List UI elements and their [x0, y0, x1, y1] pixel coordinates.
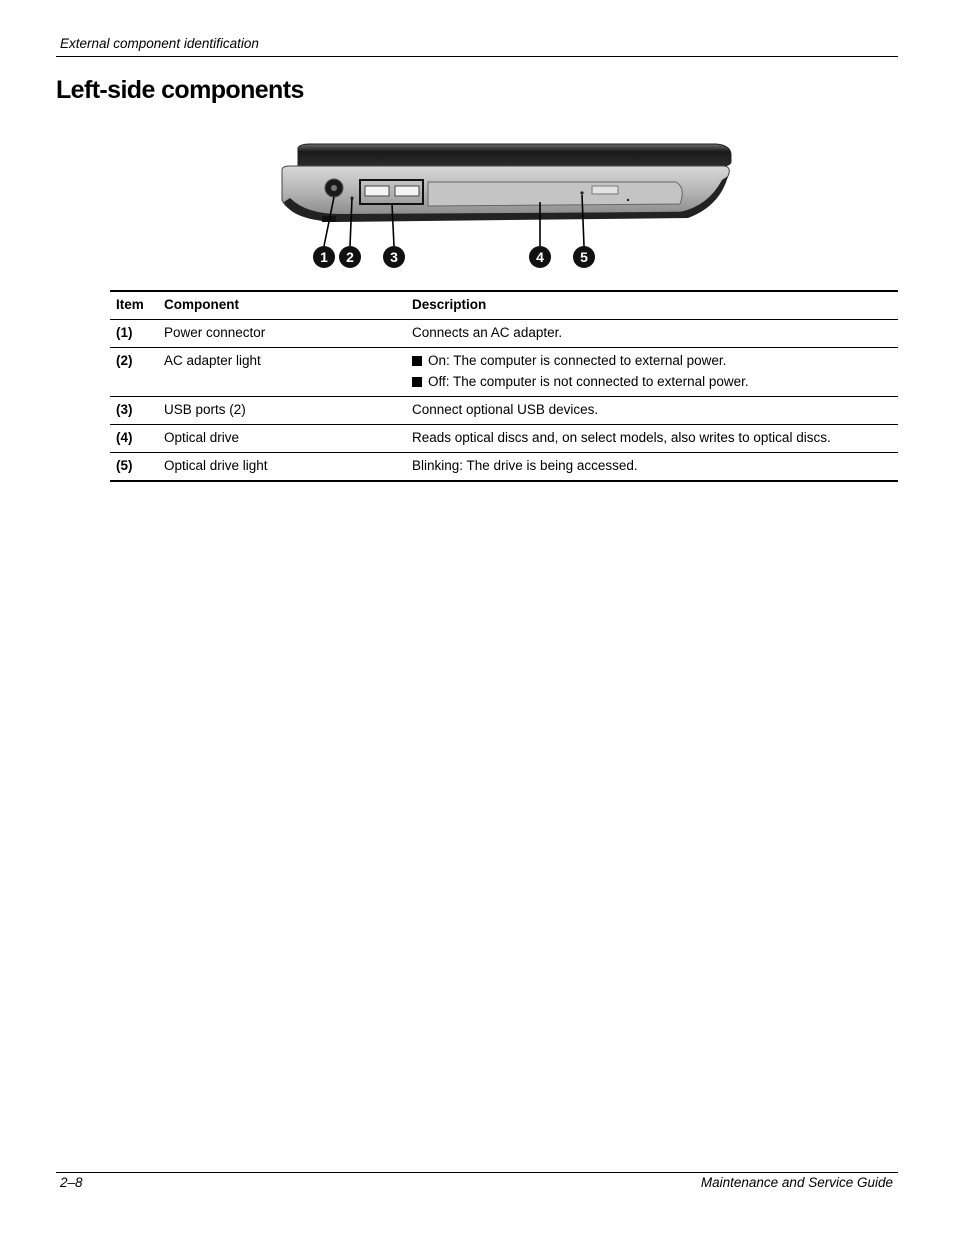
- optical-eject-button: [592, 186, 618, 194]
- page-title: Left-side components: [56, 76, 304, 104]
- table-row: [110, 348, 898, 397]
- running-header: External component identification: [60, 36, 259, 51]
- component-name: Optical drive: [158, 425, 406, 453]
- component-name: USB ports (2): [158, 397, 406, 425]
- component-name: AC adapter light: [158, 348, 406, 397]
- description-text: Blinking: The drive is being accessed.: [412, 458, 638, 473]
- page-number: 2–8: [60, 1175, 83, 1190]
- component-name: Optical drive light: [158, 453, 406, 482]
- usb-port-2: [395, 186, 419, 196]
- guide-title: Maintenance and Service Guide: [700, 1175, 893, 1190]
- usb-port-1: [365, 186, 389, 196]
- description-line: [412, 324, 892, 341]
- callout-4: [529, 246, 551, 268]
- component-table: [110, 290, 898, 482]
- callout-3-label: 3: [390, 249, 398, 265]
- laptop-lid: [298, 144, 731, 166]
- table-row: [110, 397, 898, 425]
- description-line: [412, 373, 892, 390]
- callout-1: [313, 246, 335, 268]
- description-line: [412, 352, 892, 369]
- description-text: On: The computer is connected to external power.: [428, 353, 727, 368]
- component-description: [406, 348, 898, 397]
- component-name: Power connector: [158, 320, 406, 348]
- description-text: Reads optical discs and, on select models, also writes to optical discs.: [412, 430, 831, 445]
- table-header-row: [110, 291, 898, 320]
- optical-drive-tray: [428, 182, 682, 206]
- column-header-description: Description: [406, 291, 898, 320]
- square-bullet-icon: [412, 356, 422, 366]
- laptop-left-side-figure: [276, 140, 736, 272]
- description-line: [412, 401, 892, 418]
- item-number: (3): [110, 397, 158, 425]
- description-line: [412, 457, 892, 474]
- table-body: [110, 320, 898, 482]
- table-row: [110, 320, 898, 348]
- callout-5-label: 5: [580, 249, 588, 265]
- header-rule: [56, 56, 898, 57]
- table-row: [110, 453, 898, 482]
- description-text: Connects an AC adapter.: [412, 325, 563, 340]
- laptop-illustration: [276, 140, 736, 272]
- description-text: Off: The computer is not connected to external power.: [428, 374, 749, 389]
- component-description: [406, 320, 898, 348]
- component-description: [406, 425, 898, 453]
- item-number: (4): [110, 425, 158, 453]
- component-description: [406, 453, 898, 482]
- callout-1-label: 1: [320, 249, 328, 265]
- column-header-item: Item: [110, 291, 158, 320]
- square-bullet-icon: [412, 377, 422, 387]
- callout-5: [573, 246, 595, 268]
- item-number: (2): [110, 348, 158, 397]
- table-row: [110, 425, 898, 453]
- column-header-component: Component: [158, 291, 406, 320]
- callout-2: [339, 246, 361, 268]
- item-number: (5): [110, 453, 158, 482]
- callout-3: [383, 246, 405, 268]
- callout-4-label: 4: [536, 249, 544, 265]
- description-line: [412, 429, 892, 446]
- component-description: [406, 397, 898, 425]
- optical-drive-light: [580, 191, 583, 194]
- callout-2-label: 2: [346, 249, 354, 265]
- description-text: Connect optional USB devices.: [412, 402, 599, 417]
- footer-rule: [56, 1172, 898, 1173]
- item-number: (1): [110, 320, 158, 348]
